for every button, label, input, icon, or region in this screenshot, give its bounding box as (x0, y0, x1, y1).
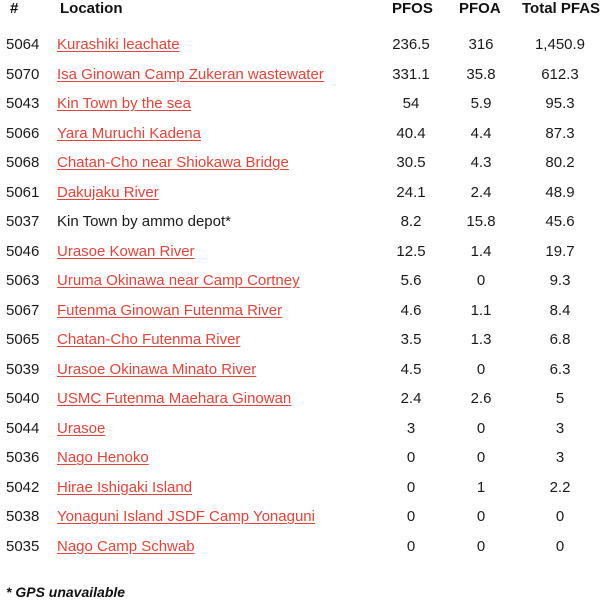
table-row (0, 36, 616, 66)
row-id: 5043 (6, 95, 40, 112)
pfos-value: 8.2 (400, 213, 422, 230)
pfos-value: 3.5 (400, 331, 422, 348)
total-pfas-value: 0 (555, 508, 565, 525)
total-pfas-value: 1,450.9 (534, 36, 586, 53)
location-link[interactable]: Yonaguni Island JSDF Camp Yonaguni (57, 508, 315, 525)
location-link[interactable]: Kin Town by the sea (57, 95, 191, 112)
row-id: 5066 (6, 124, 40, 142)
total-pfas-value: 48.9 (545, 183, 575, 201)
row-id: 5040 (6, 390, 40, 407)
pfos-value: 3 (406, 419, 416, 437)
location-link[interactable]: USMC Futenma Maehara Ginowan (57, 390, 292, 407)
pfos-value: 2.4 (400, 390, 422, 407)
pfoa-value: 1.1 (470, 301, 492, 319)
location-link[interactable]: Isa Ginowan Camp Zukeran wastewater (57, 65, 324, 83)
table-row (0, 331, 616, 361)
total-pfas-value: 0 (555, 537, 565, 555)
total-pfas-value: 95.3 (545, 95, 575, 112)
pfoa-value: 4.4 (470, 124, 492, 142)
total-pfas-value: 8.4 (549, 301, 571, 319)
table-row (0, 243, 616, 273)
table-row (0, 479, 616, 509)
pfoa-value: 35.8 (466, 65, 496, 83)
row-id: 5064 (6, 36, 40, 53)
location-link[interactable]: Futenma Ginowan Futenma River (57, 301, 283, 319)
table-row (0, 66, 616, 96)
table-row (0, 361, 616, 391)
table-row (0, 154, 616, 184)
location-link[interactable]: Urasoe Kowan River (57, 242, 195, 260)
location-link[interactable]: Uruma Okinawa near Camp Cortney (57, 272, 300, 289)
pfoa-value: 1 (476, 478, 486, 496)
total-pfas-value: 87.3 (545, 124, 575, 142)
footnote: * GPS unavailable (6, 584, 126, 600)
location-link[interactable]: Urasoe (57, 419, 106, 437)
pfos-value: 5.6 (400, 272, 422, 289)
total-pfas-value: 45.6 (545, 213, 575, 230)
pfos-value: 24.1 (396, 183, 426, 201)
row-id: 5038 (6, 508, 40, 525)
pfos-value: 0 (406, 449, 416, 466)
pfoa-value: 2.6 (470, 390, 492, 407)
pfoa-value: 0 (476, 508, 486, 525)
pfos-value: 331.1 (392, 65, 430, 83)
total-pfas-value: 6.8 (549, 331, 571, 348)
total-pfas-value: 3 (555, 419, 565, 437)
location-link[interactable]: Chatan-Cho Futenma River (57, 331, 241, 348)
pfoa-value: 2.4 (470, 183, 492, 201)
table-row (0, 95, 616, 125)
location-link[interactable]: Yara Muruchi Kadena (57, 124, 201, 142)
total-pfas-value: 3 (555, 449, 565, 466)
pfoa-value: 4.3 (470, 154, 492, 171)
location-link[interactable]: Dakujaku River (57, 183, 159, 201)
header-pfos: PFOS (392, 0, 433, 17)
row-id: 5070 (6, 65, 40, 83)
pfos-value: 4.5 (400, 360, 422, 378)
row-id: 5044 (6, 419, 40, 437)
pfos-value: 0 (406, 537, 416, 555)
pfoa-value: 1.3 (470, 331, 492, 348)
pfos-value: 54 (402, 95, 420, 112)
total-pfas-value: 9.3 (549, 272, 571, 289)
pfos-value: 12.5 (396, 242, 426, 260)
location-link[interactable]: Kurashiki leachate (57, 36, 180, 53)
header-number: # (10, 0, 19, 17)
table-row (0, 272, 616, 302)
location-link[interactable]: Chatan-Cho near Shiokawa Bridge (57, 154, 289, 171)
row-id: 5036 (6, 449, 40, 466)
header-location: Location (60, 0, 123, 17)
row-id: 5067 (6, 301, 40, 319)
total-pfas-value: 80.2 (545, 154, 575, 171)
row-id: 5046 (6, 242, 40, 260)
total-pfas-value: 5 (555, 390, 565, 407)
row-id: 5042 (6, 478, 40, 496)
pfoa-value: 316 (468, 36, 494, 53)
row-id: 5068 (6, 154, 40, 171)
pfos-value: 236.5 (392, 36, 430, 53)
pfos-value: 30.5 (396, 154, 426, 171)
location-link[interactable]: Urasoe Okinawa Minato River (57, 360, 257, 378)
pfoa-value: 0 (476, 272, 486, 289)
total-pfas-value: 19.7 (545, 242, 575, 260)
pfoa-value: 15.8 (466, 213, 496, 230)
location-link[interactable]: Hirae Ishigaki Island (57, 478, 193, 496)
row-id: 5037 (6, 213, 40, 230)
row-id: 5061 (6, 183, 40, 201)
pfoa-value: 0 (476, 537, 486, 555)
table-row (0, 538, 616, 568)
location-link[interactable]: Nago Camp Schwab (57, 537, 195, 555)
pfoa-value: 1.4 (470, 242, 492, 260)
pfoa-value: 0 (476, 419, 486, 437)
pfoa-value: 0 (476, 449, 486, 466)
table-row (0, 213, 616, 243)
pfoa-value: 5.9 (470, 95, 492, 112)
location-link[interactable]: Nago Henoko (57, 449, 149, 466)
table-row (0, 302, 616, 332)
header-total-pfas: Total PFAS (522, 0, 601, 17)
pfoa-value: 0 (476, 360, 486, 378)
row-id: 5035 (6, 537, 40, 555)
table-row (0, 390, 616, 420)
row-id: 5039 (6, 360, 40, 378)
pfos-value: 0 (406, 508, 416, 525)
pfos-value: 40.4 (396, 124, 426, 142)
total-pfas-value: 612.3 (541, 65, 579, 83)
table-row (0, 449, 616, 479)
location-text: Kin Town by ammo depot* (57, 213, 231, 230)
table-row (0, 125, 616, 155)
table-header (0, 0, 616, 20)
pfos-value: 4.6 (400, 301, 422, 319)
pfos-value: 0 (406, 478, 416, 496)
row-id: 5065 (6, 331, 40, 348)
table-row (0, 184, 616, 214)
row-id: 5063 (6, 272, 40, 289)
total-pfas-value: 6.3 (549, 360, 571, 378)
total-pfas-value: 2.2 (549, 478, 571, 496)
table-row (0, 508, 616, 538)
header-pfoa: PFOA (459, 0, 501, 17)
table-row (0, 420, 616, 450)
